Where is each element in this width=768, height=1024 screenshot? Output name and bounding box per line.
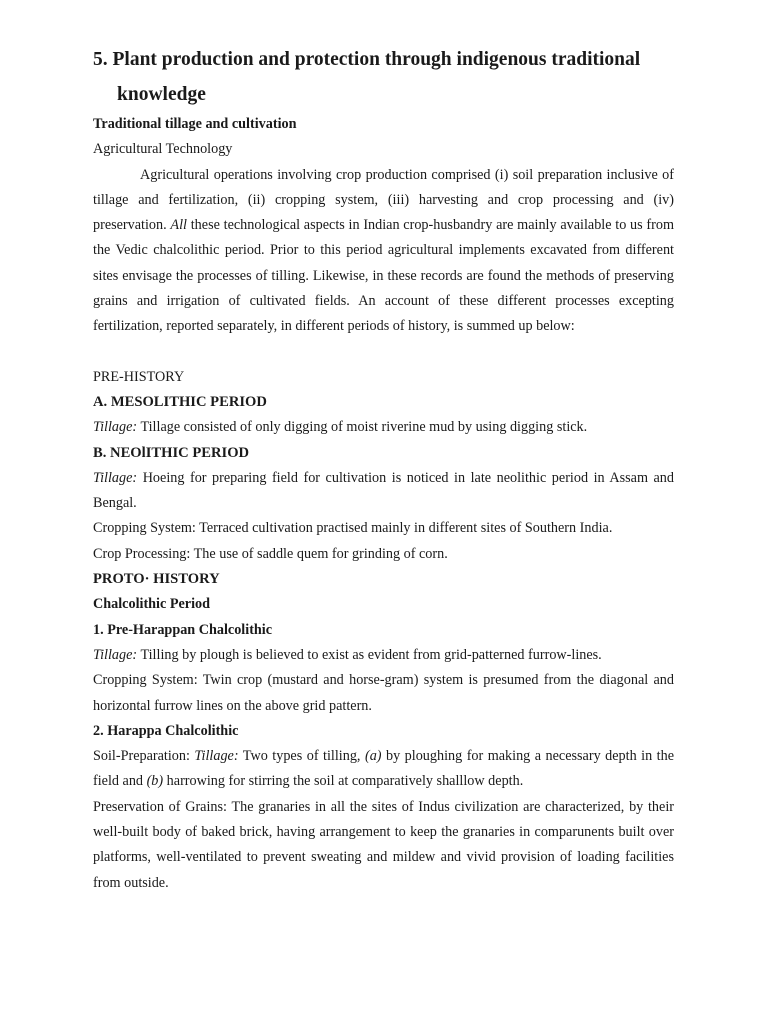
tillage-label: Tillage: — [93, 469, 138, 486]
harappa-heading: 2. Harappa Chalcolithic — [93, 722, 239, 739]
mesolithic-tillage-text: Tillage consisted of only digging of moist riverine mud by using digging stick. — [137, 419, 588, 436]
pre-harappan-tillage-text: Tilling by plough is believed to exist as evident from grid-patterned furrow-lines. — [137, 646, 602, 663]
subtitle: Traditional tillage and cultivation — [93, 116, 297, 132]
preservation-paragraph: Preservation of Grains: The granaries in all the sites of Indus civilization are characterized, by their well-built body of baked brick, having arrangement to keep the granaries in comparunents built over platforms, well-ventilated to prevent sweating and mildew and vivid provision of loading facilities from outside. — [93, 798, 674, 891]
prehistory-heading: PRE-HISTORY — [93, 368, 185, 385]
section-label: Agricultural Technology — [93, 141, 233, 158]
soil-prep-text-b: by ploughing for making a necessary depth in the field and — [93, 748, 675, 790]
intro-text-a: Agricultural operations involving crop production comprised (i) soil preparation inclusive of tillage and fertilization, (ii) cropping system, (iii) harvesting and crop processing and (iv) preservation. — [93, 166, 674, 234]
tillage-label: Tillage: — [93, 419, 138, 436]
chalcolithic-heading: Chalcolithic Period — [93, 596, 211, 613]
soil-prep-text-a: Two types of tilling, — [238, 748, 365, 765]
soil-prep-text-c: harrowing for stirring the soil at comparatively shalllow depth. — [163, 773, 524, 790]
neolithic-heading: B. NEOlITHIC PERIOD — [93, 444, 250, 461]
soil-preparation — [93, 744, 674, 795]
spacer — [93, 340, 674, 365]
neolithic-processing: Crop Processing: The use of saddle quem for grinding of corn. — [93, 545, 448, 562]
intro-text-b: these technological aspects in Indian crop-husbandry are mainly available to us from the Vedic chalcolithic period. Prior to this period agricultural implements excavated from different sites envisage the processes of tilling. Likewise, in these records are found the methods of preserving grains and irrigation of cultivated fields. An account of these different processes excepting fertilization, reported separately, in different periods of history, is summed up below: — [93, 217, 674, 335]
mesolithic-tillage — [93, 415, 674, 440]
tillage-label: Tillage: — [93, 646, 138, 663]
tillage-label: Tillage: — [194, 748, 239, 765]
pre-harappan-heading: 1. Pre-Harappan Chalcolithic — [93, 621, 273, 638]
title-line-1: 5. Plant production and protection through indigenous traditional — [93, 49, 641, 70]
protohistory-heading: PROTO· HISTORY — [93, 571, 220, 588]
marker-a: (a) — [364, 748, 382, 765]
neolithic-tillage-text: Hoeing for preparing field for cultivation is noticed in late neolithic period in Assam and Bengal. — [93, 469, 674, 512]
document-title — [93, 42, 674, 112]
mesolithic-heading: A. MESOLITHIC PERIOD — [93, 393, 267, 410]
neolithic-tillage — [93, 466, 674, 517]
soil-prep-label: Soil-Preparation: — [93, 748, 195, 765]
pre-harappan-tillage — [93, 643, 674, 668]
marker-b: (b) — [146, 773, 164, 790]
neolithic-cropping: Cropping System: Terraced cultivation practised mainly in different sites of Southern India. — [93, 520, 613, 537]
pre-harappan-cropping: Cropping System: Twin crop (mustard and horse-gram) system is presumed from the diagonal and horizontal furrow lines on the above grid pattern. — [93, 672, 674, 714]
intro-paragraph — [93, 163, 674, 340]
title-line-2: knowledge — [117, 84, 206, 105]
intro-all-italic: All — [170, 217, 187, 234]
